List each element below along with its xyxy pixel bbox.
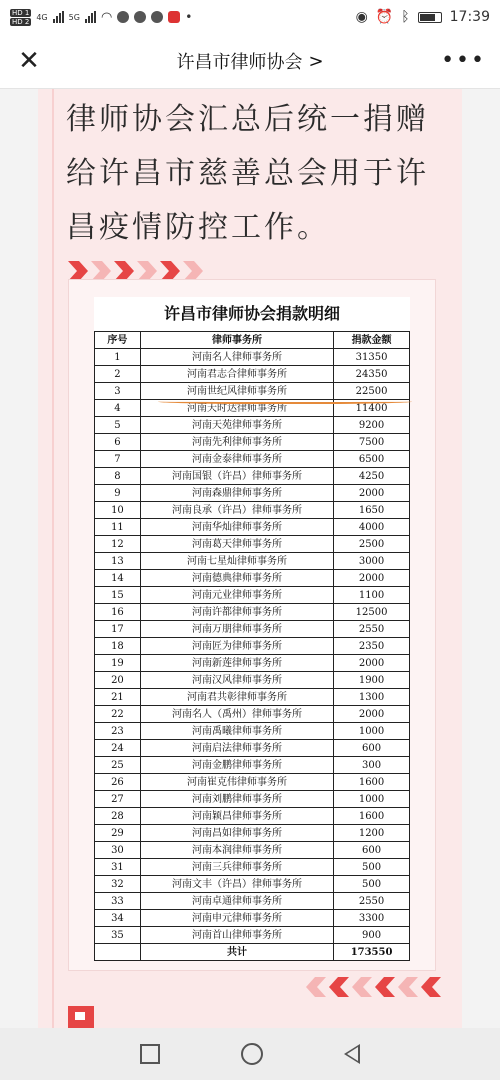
row-firm: 河南名人（禹州）律师事务所 <box>140 706 333 723</box>
section-marker-icon <box>68 1006 94 1028</box>
donation-table <box>94 331 410 961</box>
table-row <box>95 893 410 910</box>
row-firm: 河南颖昌律师事务所 <box>140 808 333 825</box>
chevron-right-icon <box>68 261 88 281</box>
chevron-right-icon <box>91 261 111 281</box>
table-row <box>95 621 410 638</box>
row-firm: 河南葛天律师事务所 <box>140 536 333 553</box>
row-amount: 2550 <box>334 621 410 638</box>
row-index: 29 <box>95 825 141 842</box>
table-row <box>95 638 410 655</box>
nav-bar <box>0 34 500 89</box>
row-amount: 1000 <box>334 791 410 808</box>
row-amount: 1600 <box>334 808 410 825</box>
table-row <box>95 451 410 468</box>
signal-icon-2 <box>85 11 96 23</box>
row-amount: 31350 <box>334 349 410 366</box>
row-firm: 河南文丰（许昌）律师事务所 <box>140 876 333 893</box>
table-row <box>95 842 410 859</box>
hd1-badge: HD 1 <box>12 8 30 17</box>
total-value: 173550 <box>334 944 410 961</box>
table-row <box>95 910 410 927</box>
browser-app-icon <box>151 11 163 23</box>
row-firm: 河南申元律师事务所 <box>140 910 333 927</box>
table-row <box>95 519 410 536</box>
row-amount: 12500 <box>334 604 410 621</box>
notification-app-icon <box>168 11 180 23</box>
row-index: 13 <box>95 553 141 570</box>
row-index: 2 <box>95 366 141 383</box>
row-amount: 24350 <box>334 366 410 383</box>
net2-label: 5G <box>68 12 80 22</box>
recent-apps-icon[interactable] <box>140 1044 160 1064</box>
row-amount: 6500 <box>334 451 410 468</box>
chevron-left-icon <box>329 977 349 997</box>
row-index: 16 <box>95 604 141 621</box>
row-index: 12 <box>95 536 141 553</box>
row-amount: 1000 <box>334 723 410 740</box>
row-firm: 河南良承（许昌）律师事务所 <box>140 502 333 519</box>
table-row <box>95 740 410 757</box>
row-firm: 河南卓通律师事务所 <box>140 893 333 910</box>
row-firm: 河南昌如律师事务所 <box>140 825 333 842</box>
row-index: 17 <box>95 621 141 638</box>
chevron-decoration-top <box>68 261 203 281</box>
row-amount: 11400 <box>334 400 410 417</box>
table-row <box>95 791 410 808</box>
row-index: 7 <box>95 451 141 468</box>
row-amount: 500 <box>334 859 410 876</box>
row-firm: 河南先利律师事务所 <box>140 434 333 451</box>
table-row <box>95 570 410 587</box>
table-row <box>95 808 410 825</box>
row-amount: 4000 <box>334 519 410 536</box>
row-firm: 河南君志合律师事务所 <box>140 366 333 383</box>
row-amount: 600 <box>334 740 410 757</box>
chevron-left-icon <box>352 977 372 997</box>
row-index: 24 <box>95 740 141 757</box>
row-firm: 河南匠为律师事务所 <box>140 638 333 655</box>
table-row <box>95 672 410 689</box>
article-content[interactable] <box>0 89 500 1028</box>
row-amount: 1200 <box>334 825 410 842</box>
headline-text: 律师协会汇总后统一捐赠给许昌市慈善总会用于许昌疫情防控工作。 <box>66 102 429 245</box>
row-index: 35 <box>95 927 141 944</box>
table-row <box>95 757 410 774</box>
page-title: 许昌市律师协会 <box>176 52 303 73</box>
row-index: 15 <box>95 587 141 604</box>
table-row <box>95 349 410 366</box>
table-title: 许昌市律师协会捐款明细 <box>163 304 340 323</box>
row-index: 30 <box>95 842 141 859</box>
row-index: 4 <box>95 400 141 417</box>
row-firm: 河南本润律师事务所 <box>140 842 333 859</box>
row-firm: 河南刘鹏律师事务所 <box>140 791 333 808</box>
row-index: 25 <box>95 757 141 774</box>
row-index: 19 <box>95 655 141 672</box>
table-row <box>95 876 410 893</box>
chevron-right-icon <box>183 261 203 281</box>
total-label: 共计 <box>140 944 333 961</box>
signal-icon <box>53 11 64 23</box>
row-amount: 3300 <box>334 910 410 927</box>
row-firm: 河南森鼎律师事务所 <box>140 485 333 502</box>
row-index: 5 <box>95 417 141 434</box>
total-empty <box>95 944 141 961</box>
row-amount: 2500 <box>334 536 410 553</box>
chevron-left-icon <box>306 977 326 997</box>
row-index: 18 <box>95 638 141 655</box>
row-index: 1 <box>95 349 141 366</box>
row-amount: 1600 <box>334 774 410 791</box>
eye-icon: ◉ <box>355 9 368 25</box>
row-firm: 河南三兵律师事务所 <box>140 859 333 876</box>
donation-table-image <box>94 297 410 961</box>
clock: 17:39 <box>449 9 490 25</box>
row-amount: 1900 <box>334 672 410 689</box>
card-decoration <box>52 89 54 1028</box>
row-firm: 河南崔克伟律师事务所 <box>140 774 333 791</box>
battery-icon <box>418 12 442 23</box>
row-index: 3 <box>95 383 141 400</box>
row-amount: 1100 <box>334 587 410 604</box>
row-firm: 河南元业律师事务所 <box>140 587 333 604</box>
chevron-left-icon <box>421 977 441 997</box>
row-index: 23 <box>95 723 141 740</box>
row-firm: 河南金鹏律师事务所 <box>140 757 333 774</box>
row-firm: 河南国银（许昌）律师事务所 <box>140 468 333 485</box>
row-index: 9 <box>95 485 141 502</box>
home-icon[interactable] <box>241 1043 263 1065</box>
row-firm: 河南金泰律师事务所 <box>140 451 333 468</box>
row-index: 34 <box>95 910 141 927</box>
row-firm: 河南君共彰律师事务所 <box>140 689 333 706</box>
close-icon[interactable]: ✕ <box>18 46 40 76</box>
row-index: 31 <box>95 859 141 876</box>
row-firm: 河南世纪风律师事务所 <box>140 383 333 400</box>
chevron-right-icon <box>160 261 180 281</box>
header-index: 序号 <box>95 332 141 349</box>
row-index: 32 <box>95 876 141 893</box>
row-firm: 河南德典律师事务所 <box>140 570 333 587</box>
row-amount: 9200 <box>334 417 410 434</box>
table-row <box>95 417 410 434</box>
highlight-underline <box>158 398 412 404</box>
table-row <box>95 502 410 519</box>
row-amount: 1650 <box>334 502 410 519</box>
row-index: 10 <box>95 502 141 519</box>
row-amount: 2550 <box>334 893 410 910</box>
chevron-decoration-bottom <box>306 977 441 997</box>
row-firm: 河南许都律师事务所 <box>140 604 333 621</box>
row-index: 14 <box>95 570 141 587</box>
table-row <box>95 485 410 502</box>
table-row <box>95 366 410 383</box>
hd2-badge: HD 2 <box>12 17 30 26</box>
net1-label: 4G <box>36 12 48 22</box>
wifi-icon: ◠ <box>100 9 113 25</box>
row-amount: 7500 <box>334 434 410 451</box>
chevron-left-icon <box>375 977 395 997</box>
back-icon[interactable] <box>344 1044 360 1064</box>
row-amount: 2000 <box>334 706 410 723</box>
system-nav-bar <box>0 1028 500 1080</box>
table-row <box>95 655 410 672</box>
row-firm: 河南首山律师事务所 <box>140 927 333 944</box>
more-icon[interactable]: ••• <box>441 48 486 73</box>
row-index: 22 <box>95 706 141 723</box>
row-amount: 4250 <box>334 468 410 485</box>
header-amount: 捐款金额 <box>334 332 410 349</box>
table-row <box>95 723 410 740</box>
row-firm: 河南华灿律师事务所 <box>140 519 333 536</box>
table-row <box>95 383 410 400</box>
row-amount: 1300 <box>334 689 410 706</box>
status-bar <box>0 0 500 34</box>
table-header-row <box>95 332 410 349</box>
app-icon <box>134 11 146 23</box>
account-title-link[interactable] <box>176 48 323 74</box>
row-index: 27 <box>95 791 141 808</box>
row-firm: 河南新莲律师事务所 <box>140 655 333 672</box>
row-amount: 2000 <box>334 485 410 502</box>
row-firm: 河南汉风律师事务所 <box>140 672 333 689</box>
row-amount: 500 <box>334 876 410 893</box>
row-firm: 河南启法律师事务所 <box>140 740 333 757</box>
chevron-right-icon: > <box>308 50 324 72</box>
row-index: 6 <box>95 434 141 451</box>
row-index: 11 <box>95 519 141 536</box>
chevron-right-icon <box>114 261 134 281</box>
row-index: 8 <box>95 468 141 485</box>
row-index: 33 <box>95 893 141 910</box>
more-notifications-icon: • <box>185 10 193 24</box>
table-row <box>95 706 410 723</box>
row-amount: 600 <box>334 842 410 859</box>
row-amount: 300 <box>334 757 410 774</box>
table-body <box>95 349 410 944</box>
row-amount: 2000 <box>334 655 410 672</box>
row-amount: 2000 <box>334 570 410 587</box>
row-index: 28 <box>95 808 141 825</box>
row-firm: 河南名人律师事务所 <box>140 349 333 366</box>
row-firm: 河南禹曦律师事务所 <box>140 723 333 740</box>
row-amount: 22500 <box>334 383 410 400</box>
table-row <box>95 468 410 485</box>
row-firm: 河南天时达律师事务所 <box>140 400 333 417</box>
status-left <box>10 9 192 26</box>
row-firm: 河南七星灿律师事务所 <box>140 553 333 570</box>
table-row <box>95 553 410 570</box>
table-row <box>95 689 410 706</box>
chat-app-icon <box>117 11 129 23</box>
row-index: 20 <box>95 672 141 689</box>
table-row <box>95 859 410 876</box>
table-row <box>95 536 410 553</box>
status-right <box>356 9 490 25</box>
row-amount: 3000 <box>334 553 410 570</box>
row-index: 26 <box>95 774 141 791</box>
table-row <box>95 825 410 842</box>
row-amount: 900 <box>334 927 410 944</box>
table-row <box>95 434 410 451</box>
bluetooth-icon: ᛒ <box>401 9 410 25</box>
row-index: 21 <box>95 689 141 706</box>
table-total-row <box>95 944 410 961</box>
table-row <box>95 587 410 604</box>
table-row <box>95 927 410 944</box>
chevron-left-icon <box>398 977 418 997</box>
table-row <box>95 604 410 621</box>
header-firm: 律师事务所 <box>140 332 333 349</box>
row-firm: 河南万朋律师事务所 <box>140 621 333 638</box>
row-firm: 河南天苑律师事务所 <box>140 417 333 434</box>
table-row <box>95 774 410 791</box>
hd-indicator <box>10 9 31 26</box>
alarm-icon: ⏰ <box>375 9 394 25</box>
row-amount: 2350 <box>334 638 410 655</box>
chevron-right-icon <box>137 261 157 281</box>
